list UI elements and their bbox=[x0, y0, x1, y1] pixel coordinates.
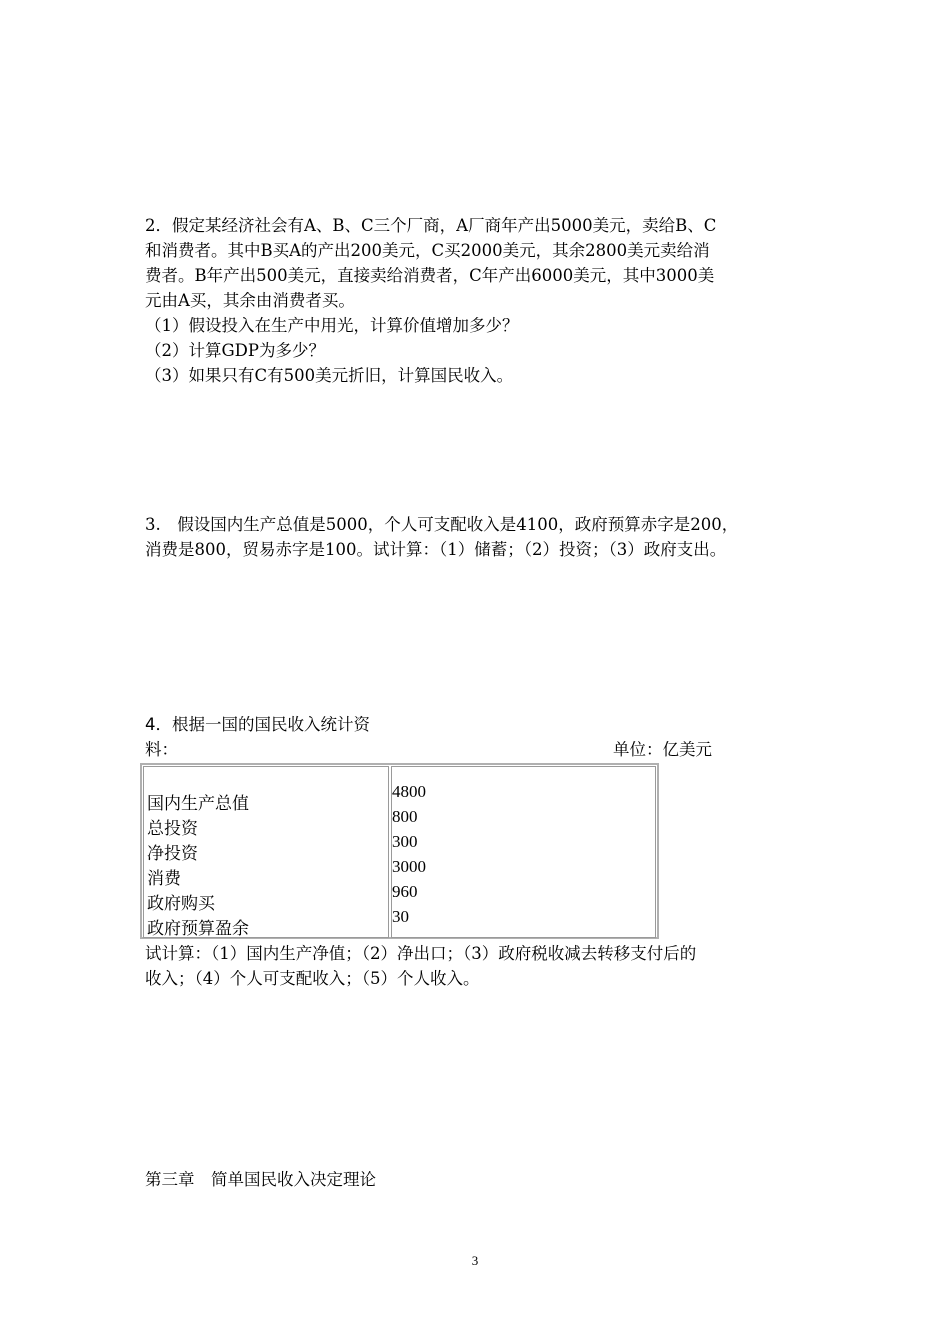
table-label-cell: 政府购买 bbox=[147, 894, 215, 914]
table-label-cell: 国内生产总值 bbox=[147, 794, 249, 814]
unit-label: 单位：亿美元 bbox=[613, 740, 712, 759]
question-2-subquestion-1: （1）假设投入在生产中用光，计算价值增加多少？ bbox=[145, 316, 519, 335]
question-2-line: 元由A买，其余由消费者买。 bbox=[145, 291, 355, 310]
table-value-cell: 960 bbox=[392, 882, 418, 901]
table-value-cell: 30 bbox=[392, 907, 409, 926]
table-value-cell: 300 bbox=[392, 832, 418, 851]
table-value-cell: 4800 bbox=[392, 782, 426, 801]
table-label-cell: 总投资 bbox=[147, 819, 198, 839]
table-value-column bbox=[391, 766, 656, 938]
table-value-cell: 3000 bbox=[392, 857, 426, 876]
question-4-tasks bbox=[145, 941, 810, 991]
table-value-cell: 800 bbox=[392, 807, 418, 826]
question-2-line: 费者。B年产出500美元，直接卖给消费者，C年产出6000美元，其中3000美 bbox=[145, 266, 715, 285]
chapter-heading bbox=[145, 1167, 810, 1192]
table-label-cell: 政府预算盈余 bbox=[147, 919, 249, 939]
table-label-cell: 净投资 bbox=[147, 844, 198, 864]
chapter-title: 第三章 简单国民收入决定理论 bbox=[145, 1170, 376, 1189]
question-4-line-1: 4．根据一国的国民收入统计资 bbox=[145, 715, 370, 734]
question-2-subquestion-3: （3）如果只有C有500美元折旧，计算国民收入。 bbox=[145, 366, 514, 385]
question-2-line: 2．假定某经济社会有A、B、C三个厂商，A厂商年产出5000美元，卖给B、C bbox=[145, 216, 717, 235]
question-4-heading bbox=[145, 712, 810, 762]
question-2 bbox=[145, 213, 810, 388]
question-3-line: 3. 假设国内生产总值是5000，个人可支配收入是4100，政府预算赤字是200， bbox=[145, 515, 739, 534]
question-2-line: 和消费者。其中B买A的产出200美元，C买2000美元，其余2800美元卖给消 bbox=[145, 241, 710, 260]
national-income-table bbox=[140, 763, 659, 939]
question-4-task-line: 试计算：（1）国内生产净值；（2）净出口；（3）政府税收减去转移支付后的 bbox=[145, 944, 697, 963]
question-3-line: 消费是800，贸易赤字是100。试计算：（1）储蓄；（2）投资；（3）政府支出。 bbox=[145, 540, 727, 559]
question-4-line-2: 料： bbox=[145, 740, 178, 759]
question-3 bbox=[145, 512, 810, 562]
question-2-subquestion-2: （2）计算GDP为多少？ bbox=[145, 341, 326, 360]
page-number: 3 bbox=[471, 1253, 479, 1268]
table-label-cell: 消费 bbox=[147, 869, 181, 889]
question-4-task-line: 收入；（4）个人可支配收入；（5）个人收入。 bbox=[145, 969, 480, 988]
table-label-column bbox=[143, 766, 389, 938]
